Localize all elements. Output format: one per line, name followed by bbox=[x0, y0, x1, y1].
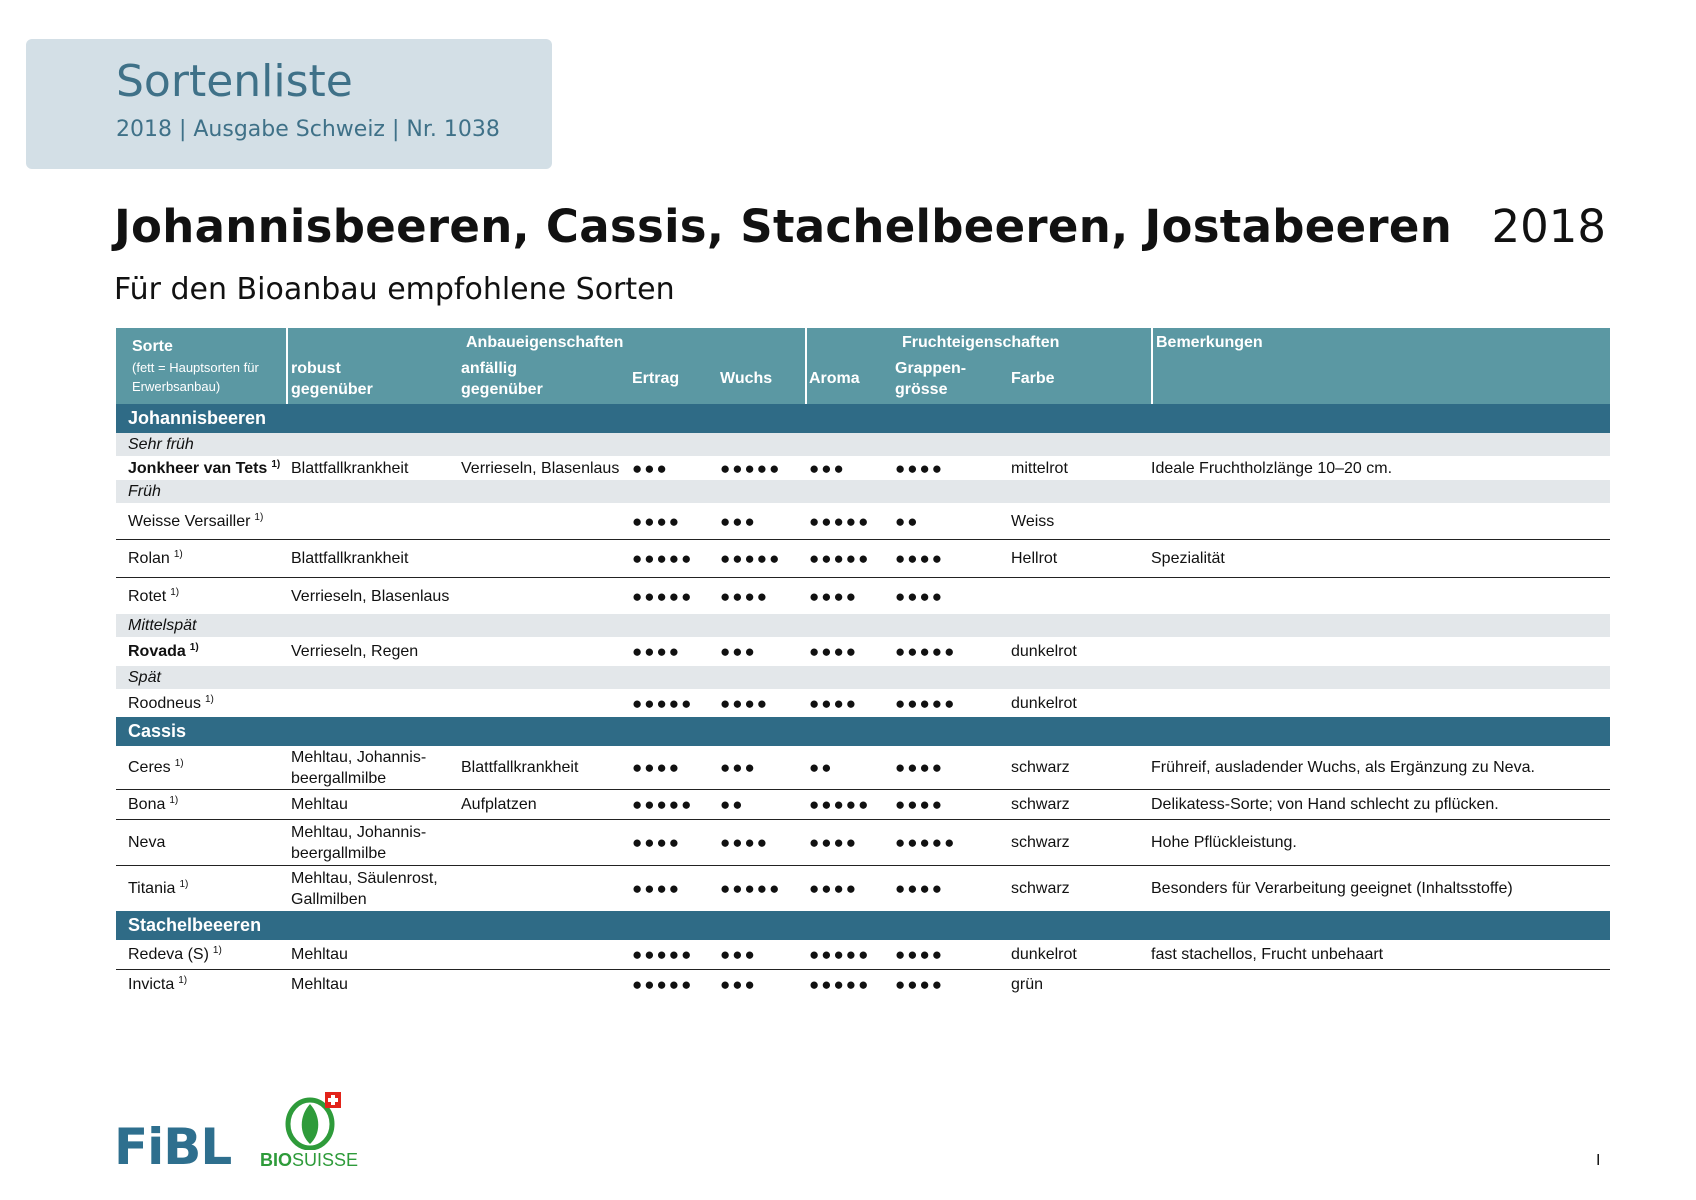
ripening-group-label: Sehr früh bbox=[128, 436, 194, 453]
category-label: Stachelbeeeren bbox=[128, 915, 262, 935]
ripening-group-row bbox=[116, 433, 1610, 456]
cell-aroma: ●●●● bbox=[809, 693, 859, 713]
cell-anfaellig bbox=[461, 503, 626, 539]
cell-bemerkung: Frühreif, ausladender Wuchs, als Ergänzung zu Neva. bbox=[1151, 759, 1535, 776]
cell-wuchs: ●●● bbox=[720, 642, 757, 661]
cell-ertrag: ●●●● bbox=[632, 642, 682, 661]
cell-anfaellig bbox=[461, 689, 626, 717]
cell-aroma: ●●●●● bbox=[809, 945, 871, 964]
table-row bbox=[116, 970, 1610, 999]
cell-farbe: Hellrot bbox=[1011, 550, 1058, 567]
variety-name: Rolan $^{1)}$ bbox=[128, 540, 183, 577]
cell-robust: Mehltau bbox=[291, 796, 348, 813]
ripening-group-row bbox=[116, 614, 1610, 637]
cell-wuchs: ●●●● bbox=[720, 586, 770, 606]
biosuisse-logo-text: BIOSUISSE bbox=[260, 1150, 359, 1170]
cell-aroma: ●●●●● bbox=[809, 549, 871, 568]
footnote-marker: 1) bbox=[169, 795, 179, 806]
cell-grappen: ●●●● bbox=[895, 945, 945, 964]
cell-anfaellig bbox=[461, 940, 626, 969]
cell-ertrag: ●●● bbox=[632, 458, 669, 478]
cell-ertrag: ●●●●● bbox=[632, 693, 694, 713]
cell-wuchs: ●●●●● bbox=[720, 879, 782, 898]
cell-robust: Mehltau, Säulenrost, Gallmilben bbox=[291, 869, 438, 908]
page-subtitle: Für den Bioanbau empfohlene Sorten bbox=[114, 272, 675, 307]
variety-name: Jonkheer van Tets $^{1)}$ bbox=[128, 456, 280, 480]
header-grappen: Grappen- grösse bbox=[895, 360, 967, 398]
cell-wuchs: ●●● bbox=[720, 975, 757, 994]
footnote-marker: 1) bbox=[212, 945, 222, 956]
variety-name: Neva bbox=[128, 834, 166, 851]
cell-grappen: ●●●● bbox=[895, 879, 945, 898]
cell-anfaellig bbox=[461, 637, 626, 666]
cell-aroma: ●●●● bbox=[809, 642, 859, 661]
cell-farbe: grün bbox=[1011, 976, 1044, 993]
category-row bbox=[116, 404, 1610, 433]
footnote-marker: 1) bbox=[271, 458, 281, 470]
table-body bbox=[116, 404, 1610, 999]
header-anbau: Anbaueigenschaften bbox=[466, 334, 624, 351]
cell-robust: Mehltau bbox=[291, 976, 348, 993]
category-row bbox=[116, 911, 1610, 940]
ripening-group-label: Spät bbox=[128, 669, 161, 686]
cell-anfaellig: Verrieseln, Blasenlaus bbox=[461, 459, 620, 477]
cell-bemerkung: Ideale Fruchtholzlänge 10–20 cm. bbox=[1151, 459, 1393, 477]
cell-robust: Blattfallkrankheit bbox=[291, 459, 409, 477]
cell-farbe: Weiss bbox=[1011, 512, 1055, 530]
header-box bbox=[26, 39, 552, 169]
footnote-marker: 1) bbox=[178, 975, 188, 986]
cell-grappen: ●●●● bbox=[895, 758, 945, 777]
cell-farbe: mittelrot bbox=[1011, 459, 1068, 477]
cell-aroma: ●●●● bbox=[809, 586, 859, 606]
cell-wuchs: ●●●●● bbox=[720, 549, 782, 568]
cell-ertrag: ●●●● bbox=[632, 758, 682, 777]
cell-farbe: dunkelrot bbox=[1011, 643, 1077, 660]
fibl-logo: FiBL bbox=[114, 1118, 232, 1176]
cell-wuchs: ●●● bbox=[720, 511, 757, 531]
footnote-marker: 1) bbox=[170, 586, 180, 598]
cell-anfaellig: Aufplatzen bbox=[461, 796, 537, 813]
cell-ertrag: ●●●● bbox=[632, 833, 682, 852]
variety-name: Weisse Versailler $^{1)}$ bbox=[128, 503, 263, 539]
cell-ertrag: ●●●● bbox=[632, 511, 682, 531]
cell-aroma: ●●● bbox=[809, 458, 846, 478]
table-row bbox=[116, 689, 1610, 717]
footnote-marker: 1) bbox=[204, 693, 214, 705]
cell-aroma: ●●●●● bbox=[809, 975, 871, 994]
variety-table bbox=[116, 328, 1610, 999]
cell-aroma: ●●●● bbox=[809, 879, 859, 898]
cell-anfaellig bbox=[461, 820, 626, 865]
footnote-marker: 1) bbox=[254, 511, 264, 523]
table-row bbox=[116, 820, 1610, 866]
cell-robust bbox=[291, 503, 451, 539]
cell-farbe: schwarz bbox=[1011, 796, 1070, 813]
table-row bbox=[116, 456, 1610, 480]
cell-bemerkung: Besonders für Verarbeitung geeignet (Inhaltsstoffe) bbox=[1151, 880, 1513, 897]
table-row bbox=[116, 940, 1610, 970]
table-row bbox=[116, 790, 1610, 820]
cell-wuchs: ●●●● bbox=[720, 833, 770, 852]
header-sorte-note: (fett = Hauptsorten für Erwerbsanbau) bbox=[132, 360, 259, 394]
cell-robust: Mehltau, Johannis- beergallmilbe bbox=[291, 823, 427, 862]
header-sorte: Sorte bbox=[132, 338, 173, 355]
table-row bbox=[116, 637, 1610, 666]
variety-name: Titania $^{1)}$ bbox=[128, 866, 188, 911]
cell-grappen: ●●●● bbox=[895, 795, 945, 814]
cell-anfaellig bbox=[461, 540, 626, 577]
ripening-group-row bbox=[116, 666, 1610, 689]
cell-farbe: schwarz bbox=[1011, 759, 1070, 776]
cell-ertrag: ●●●●● bbox=[632, 586, 694, 606]
variety-name: Invicta $^{1)}$ bbox=[128, 970, 187, 999]
cell-grappen: ●●●● bbox=[895, 458, 945, 478]
cell-anfaellig: Blattfallkrankheit bbox=[461, 759, 579, 776]
cell-grappen: ●●●●● bbox=[895, 693, 957, 713]
footnote-marker: 1) bbox=[189, 642, 199, 653]
variety-name: Bona $^{1)}$ bbox=[128, 790, 178, 819]
cell-bemerkung: Delikatess-Sorte; von Hand schlecht zu pflücken. bbox=[1151, 796, 1499, 813]
cell-farbe: schwarz bbox=[1011, 880, 1070, 897]
cell-grappen: ●●●●● bbox=[895, 642, 957, 661]
cell-robust bbox=[291, 689, 451, 717]
cell-grappen: ●●●● bbox=[895, 586, 945, 606]
variety-name: Ceres $^{1)}$ bbox=[128, 746, 184, 789]
cell-bemerkung: Hohe Pflückleistung. bbox=[1151, 834, 1297, 851]
cell-farbe: schwarz bbox=[1011, 834, 1070, 851]
cell-bemerkung: Spezialität bbox=[1151, 550, 1225, 567]
cell-ertrag: ●●●●● bbox=[632, 795, 694, 814]
ripening-group-label: Mittelspät bbox=[128, 617, 197, 634]
header-robust: robust gegenüber bbox=[291, 360, 373, 398]
cell-wuchs: ●●● bbox=[720, 945, 757, 964]
page-title: Johannisbeeren, Cassis, Stachelbeeren, Jostabeeren bbox=[114, 200, 1453, 253]
cell-ertrag: ●●●●● bbox=[632, 549, 694, 568]
footnote-marker: 1) bbox=[174, 758, 184, 769]
header-wuchs: Wuchs bbox=[720, 370, 773, 387]
cell-grappen: ●●●●● bbox=[895, 833, 957, 852]
table-header bbox=[116, 328, 1610, 404]
table-row bbox=[116, 540, 1610, 578]
cell-robust: Verrieseln, Blasenlaus bbox=[291, 587, 450, 605]
cell-ertrag: ●●●●● bbox=[632, 975, 694, 994]
header-bemerkungen: Bemerkungen bbox=[1156, 334, 1263, 351]
header-anfaellig: anfällig gegenüber bbox=[461, 360, 543, 398]
page-number: I bbox=[1596, 1152, 1601, 1169]
ripening-group-row bbox=[116, 480, 1610, 503]
cell-ertrag: ●●●● bbox=[632, 879, 682, 898]
cell-aroma: ●●●●● bbox=[809, 795, 871, 814]
header-frucht: Fruchteigenschaften bbox=[902, 334, 1060, 351]
footnote-marker: 1) bbox=[173, 549, 183, 560]
variety-name: Rovada $^{1)}$ bbox=[128, 637, 199, 666]
cell-wuchs: ●●●● bbox=[720, 693, 770, 713]
category-label: Johannisbeeren bbox=[128, 408, 267, 428]
cell-wuchs: ●●● bbox=[720, 758, 757, 777]
cell-grappen: ●●●● bbox=[895, 549, 945, 568]
cell-robust: Verrieseln, Regen bbox=[291, 643, 419, 660]
cell-grappen: ●●●● bbox=[895, 975, 945, 994]
variety-name: Roodneus $^{1)}$ bbox=[128, 689, 214, 717]
cell-anfaellig bbox=[461, 866, 626, 911]
cell-ertrag: ●●●●● bbox=[632, 945, 694, 964]
cell-bemerkung: fast stachellos, Frucht unbehaart bbox=[1151, 946, 1384, 963]
biosuisse-bud-icon bbox=[275, 1090, 345, 1150]
category-row bbox=[116, 717, 1610, 746]
table-row bbox=[116, 866, 1610, 911]
header-aroma: Aroma bbox=[809, 370, 860, 387]
cell-aroma: ●● bbox=[809, 758, 834, 777]
cell-wuchs: ●●●●● bbox=[720, 458, 782, 478]
cell-anfaellig bbox=[461, 970, 626, 999]
cell-farbe: dunkelrot bbox=[1011, 946, 1077, 963]
cell-robust: Mehltau bbox=[291, 946, 348, 963]
variety-name: Rotet $^{1)}$ bbox=[128, 578, 179, 614]
ripening-group-label: Früh bbox=[128, 483, 161, 500]
table-row bbox=[116, 503, 1610, 540]
header-title: Sortenliste bbox=[116, 56, 353, 107]
header-subtitle: 2018 | Ausgabe Schweiz | Nr. 1038 bbox=[116, 117, 500, 142]
cell-robust: Mehltau, Johannis- beergallmilbe bbox=[291, 748, 427, 787]
cell-farbe: dunkelrot bbox=[1011, 694, 1077, 712]
cell-grappen: ●● bbox=[895, 511, 920, 531]
table-row bbox=[116, 746, 1610, 790]
table-row bbox=[116, 578, 1610, 614]
page-year: 2018 bbox=[1491, 200, 1606, 253]
footnote-marker: 1) bbox=[179, 879, 189, 890]
cell-aroma: ●●●●● bbox=[809, 511, 871, 531]
header-farbe: Farbe bbox=[1011, 370, 1055, 387]
cell-aroma: ●●●● bbox=[809, 833, 859, 852]
variety-name: Redeva (S) $^{1)}$ bbox=[128, 940, 222, 969]
cell-robust: Blattfallkrankheit bbox=[291, 550, 409, 567]
cell-wuchs: ●● bbox=[720, 795, 745, 814]
category-label: Cassis bbox=[128, 721, 187, 741]
cell-anfaellig bbox=[461, 578, 626, 614]
header-ertrag: Ertrag bbox=[632, 370, 680, 387]
